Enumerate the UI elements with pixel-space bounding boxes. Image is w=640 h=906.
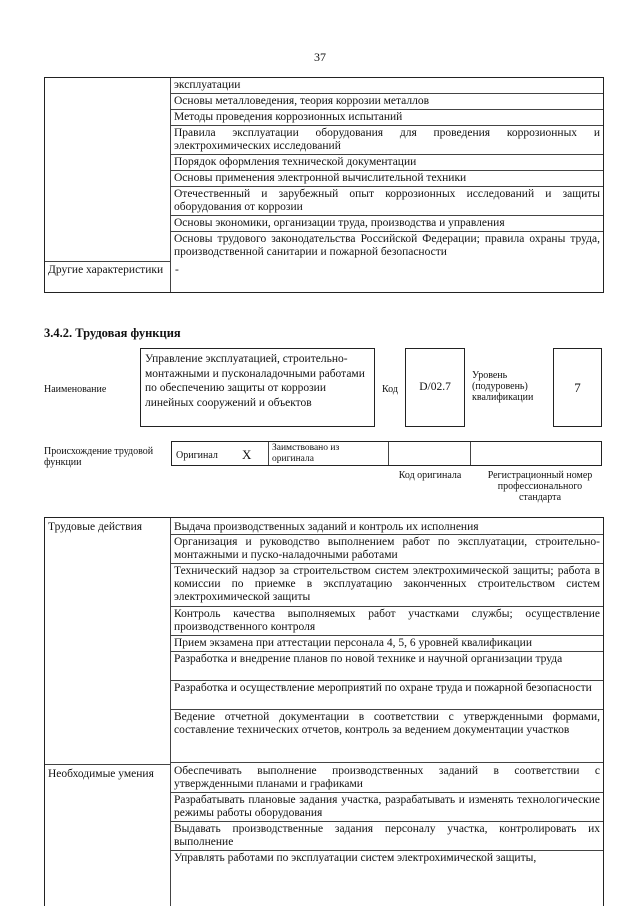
list-item: Организация и руководство выполнением работ по эксплуатации, строительно-монтажными и пуско-наладочными работами	[171, 536, 603, 564]
list-item: Прием экзамена при аттестации персонала 4, 5, 6 уровней квалификации	[171, 637, 603, 652]
other-label: Другие характеристики	[48, 264, 164, 276]
list-item: Основы металловедения, теория коррозии металлов	[171, 95, 603, 110]
level-value: 7	[574, 380, 581, 395]
actions-table	[44, 517, 604, 906]
table-divider	[470, 442, 471, 465]
list-item: Выдавать производственные задания персоналу участка, контролировать их выполнение	[171, 823, 603, 851]
list-item: Правила эксплуатации оборудования для проведения коррозионных и электрохимических исследований	[171, 127, 603, 155]
skills-label: Необходимые умения	[48, 768, 154, 780]
actions-rows	[171, 518, 603, 906]
table-divider	[388, 442, 389, 465]
list-item: Выдача производственных заданий и контроль их исполнения	[171, 521, 603, 535]
knowledge-table	[44, 77, 604, 293]
table-divider	[45, 764, 170, 765]
list-item: Разработка и внедрение планов по новой технике и научной организации труда	[171, 653, 603, 681]
reg-caption: Регистрационный номер профессионального стандарта	[487, 470, 593, 503]
code-label: Код	[382, 384, 398, 395]
list-item: Управлять работами по эксплуатации систем электрохимической защиты,	[174, 852, 537, 864]
name-box	[140, 348, 375, 427]
list-item: Контроль качества выполняемых работ участками службы; осуществление производственного контроля	[171, 608, 603, 636]
level-label: Уровень (подуровень) квалификации	[472, 370, 534, 403]
borrowed-label: Заимствовано из оригинала	[272, 443, 340, 464]
knowledge-rows	[171, 78, 603, 261]
list-item: Обеспечивать выполнение производственных заданий в соответствии с утвержденными планами и графиками	[171, 765, 603, 793]
table-divider	[268, 442, 269, 465]
list-item: Разрабатывать плановые задания участка, разрабатывать и изменять технологические режимы работы оборудования	[171, 794, 603, 822]
page-number: 37	[314, 50, 326, 64]
list-item: Основы трудового законодательства Российской Федерации; правила охраны труда, производственной санитарии и пожарной безопасности	[174, 233, 600, 258]
code-value: D/02.7	[419, 381, 451, 393]
list-item: Методы проведения коррозионных испытаний	[171, 111, 603, 126]
origin-table	[171, 441, 602, 466]
code-box	[405, 348, 465, 427]
origin-label: Происхождение трудовой функции	[44, 446, 154, 468]
list-item: Разработка и осуществление мероприятий по охране труда и пожарной безопасности	[171, 682, 603, 710]
code-caption: Код оригинала	[398, 470, 462, 481]
list-item: Порядок оформления технической документации	[171, 156, 603, 171]
original-label: Оригинал	[176, 450, 218, 461]
name-label: Наименование	[44, 384, 107, 395]
list-item: Основы экономики, организации труда, производства и управления	[171, 217, 603, 232]
function-name: Управление эксплуатацией, строительно-монтажными и пусконаладочными работами по обеспечению защиты от коррозии линейных сооружений и объектов	[145, 353, 365, 409]
list-item: Технический надзор за строительством систем электрохимической защиты; работа в комиссии по приемке в эксплуатацию законченных строительством систем электрохимической защиты	[171, 565, 603, 607]
other-value: -	[175, 264, 179, 276]
list-item: эксплуатации	[171, 79, 603, 94]
actions-label: Трудовые действия	[48, 521, 143, 533]
level-box	[553, 348, 602, 427]
list-item: Ведение отчетной документации в соответствии с утвержденными формами, составление технических отчетов, контроль за ведением документации участков	[171, 711, 603, 763]
list-item: Отечественный и зарубежный опыт коррозионных исследований и защиты оборудования от коррозии	[171, 188, 603, 216]
section-heading: 3.4.2. Трудовая функция	[44, 326, 181, 340]
list-item: Основы применения электронной вычислительной техники	[171, 172, 603, 187]
table-divider	[45, 261, 170, 262]
original-mark: X	[242, 447, 252, 462]
